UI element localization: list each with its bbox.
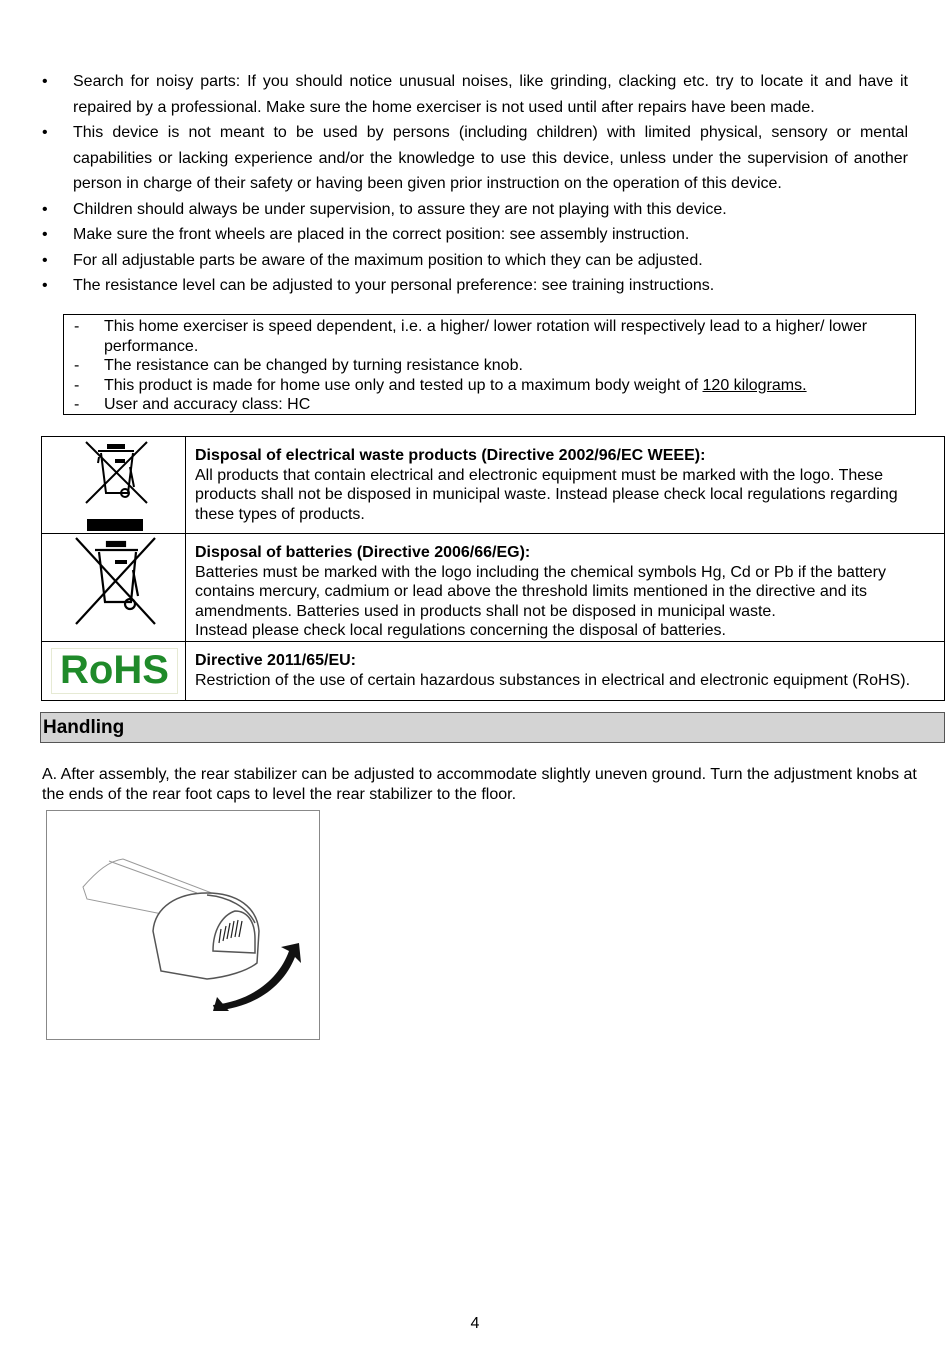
rohs-row [42, 641, 945, 700]
batteries-text-cell [186, 534, 945, 642]
batteries-heading: Disposal of batteries (Directive 2006/66/EG): [195, 544, 531, 561]
note-item: - This home exerciser is speed dependent, i.e. a higher/ lower rotation will respectively lead to a higher/ lower performance. [74, 318, 868, 355]
crossed-out-wheelie-bin-icon [42, 534, 186, 630]
rear-foot-cap-adjustment-illustration [47, 811, 319, 1039]
bullet-item: • Children should always be under supervision, to assure they are not playing with this device. [42, 200, 727, 218]
handling-section-header [40, 712, 945, 743]
handling-title: Handling [43, 717, 125, 738]
bullet-item: • Search for noisy parts: If you should notice unusual noises, like grinding, clacking etc. try to locate it and have it repaired by a professional. Make sure the home exerciser is not used until after repairs have been made. [42, 73, 908, 116]
note-item: - User and accuracy class: HC [74, 396, 311, 414]
rohs-heading: Directive 2011/65/EU: [195, 651, 356, 669]
product-notes-box [63, 314, 916, 415]
note-item: - The resistance can be changed by turning resistance knob. [74, 357, 523, 375]
bullet-item: • Make sure the front wheels are placed in the correct position: see assembly instruction. [42, 226, 690, 243]
weee-icon-cell [42, 437, 186, 534]
handling-paragraph: A. After assembly, the rear stabilizer can be adjusted to accommodate slightly uneven ground. Turn the adjustment knobs at the ends of the rear foot caps to level the rear stabilizer to the floor. [42, 766, 917, 803]
bullet-item: • The resistance level can be adjusted to your personal preference: see training instructions. [42, 277, 715, 294]
batteries-row [42, 534, 945, 642]
batteries-text-2: Instead please check local regulations concerning the disposal of batteries. [195, 622, 726, 640]
bullet-item: • For all adjustable parts be aware of the maximum position to which they can be adjusted. [42, 251, 703, 269]
rohs-text-cell [186, 641, 945, 700]
page-number: 4 [470, 1315, 480, 1332]
crossed-out-wheelie-bin-icon [42, 437, 186, 533]
batteries-icon-cell [42, 534, 186, 642]
batteries-text: Batteries must be marked with the logo including the chemical symbols Hg, Cd or Pb if the battery contains mercury, cadmium or lead above the threshold limits mentioned in the directive and its amendments. Batteries used in products shall not be disposed in municipal waste. [195, 563, 886, 620]
weee-row [42, 437, 945, 534]
rohs-icon-cell [42, 641, 186, 700]
disposal-table [41, 436, 945, 701]
weee-text: All products that contain electrical and electronic equipment must be marked with the logo. These products shall not be disposed in municipal waste. Instead please check local regulations regarding these types of products. [195, 466, 898, 523]
rear-foot-cap-figure [46, 810, 320, 1040]
bullet-item: • This device is not meant to be used by persons (including children) with limited physical, sensory or mental capabilities or lacking experience and/or the knowledge to use this device, unless under the supervision of another person in charge of their safety or having been given prior instruction on the operation of this device. [42, 124, 908, 192]
weee-heading: Disposal of electrical waste products (Directive 2002/96/EC WEEE): [195, 447, 706, 464]
note-item: - This product is made for home use only and tested up to a maximum body weight of 120 kilograms. [74, 376, 807, 394]
weee-text-cell [186, 437, 945, 534]
rohs-text: Restriction of the use of certain hazardous substances in electrical and electronic equipment (RoHS). [195, 671, 911, 689]
max-weight-value: 120 kilograms. [702, 376, 807, 394]
safety-bullet-list [40, 69, 908, 299]
rohs-logo: RoHS [51, 648, 178, 694]
